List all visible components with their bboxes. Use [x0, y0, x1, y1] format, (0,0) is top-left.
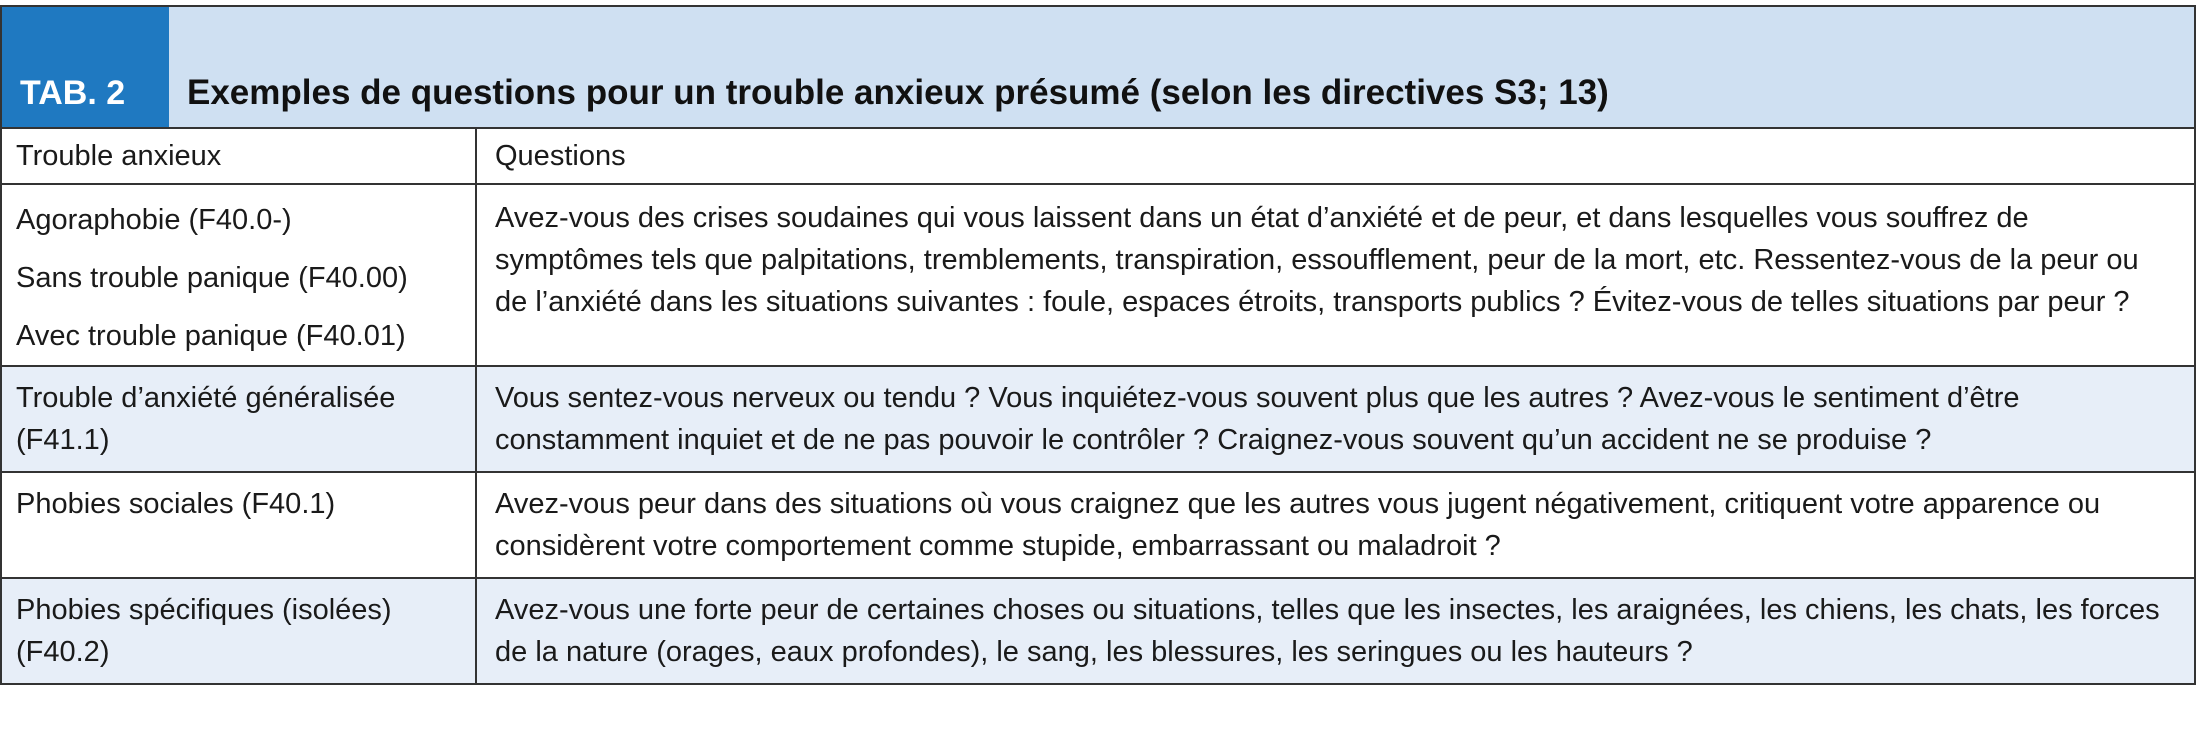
- questions-cell: Avez-vous des crises soudaines qui vous laissent dans un état d’anxiété et de peur, et dans lesquelles vous souffrez de symptômes tels que palpitations, tremblements, transpiration, essoufflement, peur de la mort, etc. Ressentez-vous de la peur ou de l’anxiété dans les situations suivantes : foule, espaces étroits, transports publics ? Évitez-vous de telles situations par peur ?: [495, 202, 2139, 318]
- disorder-name: Agoraphobie (F40.0-): [16, 204, 292, 236]
- table-row: [2, 185, 2194, 367]
- table-row: [2, 579, 2194, 683]
- questions-cell: Vous sentez-vous nerveux ou tendu ? Vous inquiétez-vous souvent plus que les autres ? Avez-vous le sentiment d’être constamment inquiet et de ne pas pouvoir le contrôler ? Craignez-vous souvent qu’un accident ne se produise ?: [495, 382, 2020, 456]
- questions-cell: Avez-vous une forte peur de certaines choses ou situations, telles que les insectes, les araignées, les chiens, les chats, les forces de la nature (orages, eaux profondes), le sang, les blessures, les seringues ou les hauteurs ?: [495, 594, 2160, 668]
- disorder-cell: Trouble d’anxiété généralisée (F41.1): [2, 367, 477, 471]
- disorder-subtype: Sans trouble panique (F40.00): [16, 262, 408, 294]
- column-header-disorder: Trouble anxieux: [2, 129, 477, 183]
- disorder-cell: Phobies spécifiques (isolées) (F40.2): [2, 579, 477, 683]
- questions-cell: Avez-vous peur dans des situations où vous craignez que les autres vous jugent négativement, critiquent votre apparence ou considèrent votre comportement comme stupide, embarrassant ou maladroit ?: [495, 488, 2101, 562]
- table-header: [2, 7, 2194, 129]
- table-row: [2, 473, 2194, 579]
- column-header-questions: Questions: [495, 140, 626, 172]
- table-title: Exemples de questions pour un trouble anxieux présumé (selon les directives S3; 13): [187, 73, 1609, 112]
- column-header-row: [2, 129, 2194, 185]
- anxiety-questions-table: [0, 5, 2196, 685]
- disorder-cell: Phobies sociales (F40.1): [2, 473, 477, 577]
- table-number-label: TAB. 2: [2, 7, 169, 127]
- table-row: [2, 367, 2194, 473]
- disorder-subtype: Avec trouble panique (F40.01): [16, 320, 406, 352]
- disorder-cell: [2, 185, 477, 365]
